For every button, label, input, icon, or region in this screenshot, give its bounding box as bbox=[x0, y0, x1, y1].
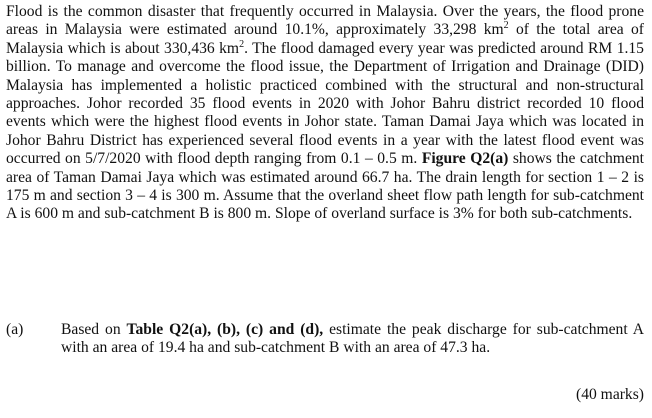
paragraph-text-part-4: shows the catchment area of Taman Damai Jaya which was estimated around 66.7 ha. The drain length for section 1 – 2 is 175 m and section 3 – 4 is 300 m. Assume that the overland sheet flow path length for sub-catchment A is 600 m and sub-catchment B is 800 m. Slope of overland surface is 3% for both sub-catchments. bbox=[6, 150, 644, 223]
superscript-squared-1: 2 bbox=[503, 20, 509, 32]
superscript-squared-2: 2 bbox=[239, 38, 245, 50]
paragraph-text-part-1: Flood is the common disaster that frequently occurred in Malaysia. Over the years, the flood prone areas in Malaysia were estimated around 10.1%, approximately 33,298 km bbox=[6, 3, 644, 39]
paragraph-text-part-3: . The flood damaged every year was predicted around RM 1.15 billion. To manage and overcome the flood issue, the Department of Irrigation and Drainage (DID) Malaysia has implemented a holistic practiced combined with the structural and non-structural approaches. Johor recorded 35 flood events in 2020 with Johor Bahru district recorded 10 flood events which were the highest flood events in Johor state. Taman Damai Jaya which was located in Johor Bahru District has experienced several flood events in a year with the latest flood event was occurred on 5/7/2020 with flood depth ranging from 0.1 – 0.5 m. bbox=[6, 39, 644, 168]
problem-paragraph bbox=[6, 3, 644, 224]
paragraph-text-part-2: of the total area of Malaysia which is about 330,436 km bbox=[6, 21, 644, 57]
table-reference: Table Q2(a), (b), (c) and (d), bbox=[126, 321, 324, 338]
question-text bbox=[61, 321, 644, 358]
question-prefix: Based on bbox=[61, 321, 127, 338]
marks-label: (40 marks) bbox=[576, 386, 644, 403]
question-label: (a) bbox=[6, 321, 24, 338]
question-suffix: estimate the peak discharge for sub-catchment A with an area of 19.4 ha and sub-catchment B with an area of 47.3 ha. bbox=[61, 321, 644, 357]
figure-reference: Figure Q2(a) bbox=[421, 150, 509, 168]
